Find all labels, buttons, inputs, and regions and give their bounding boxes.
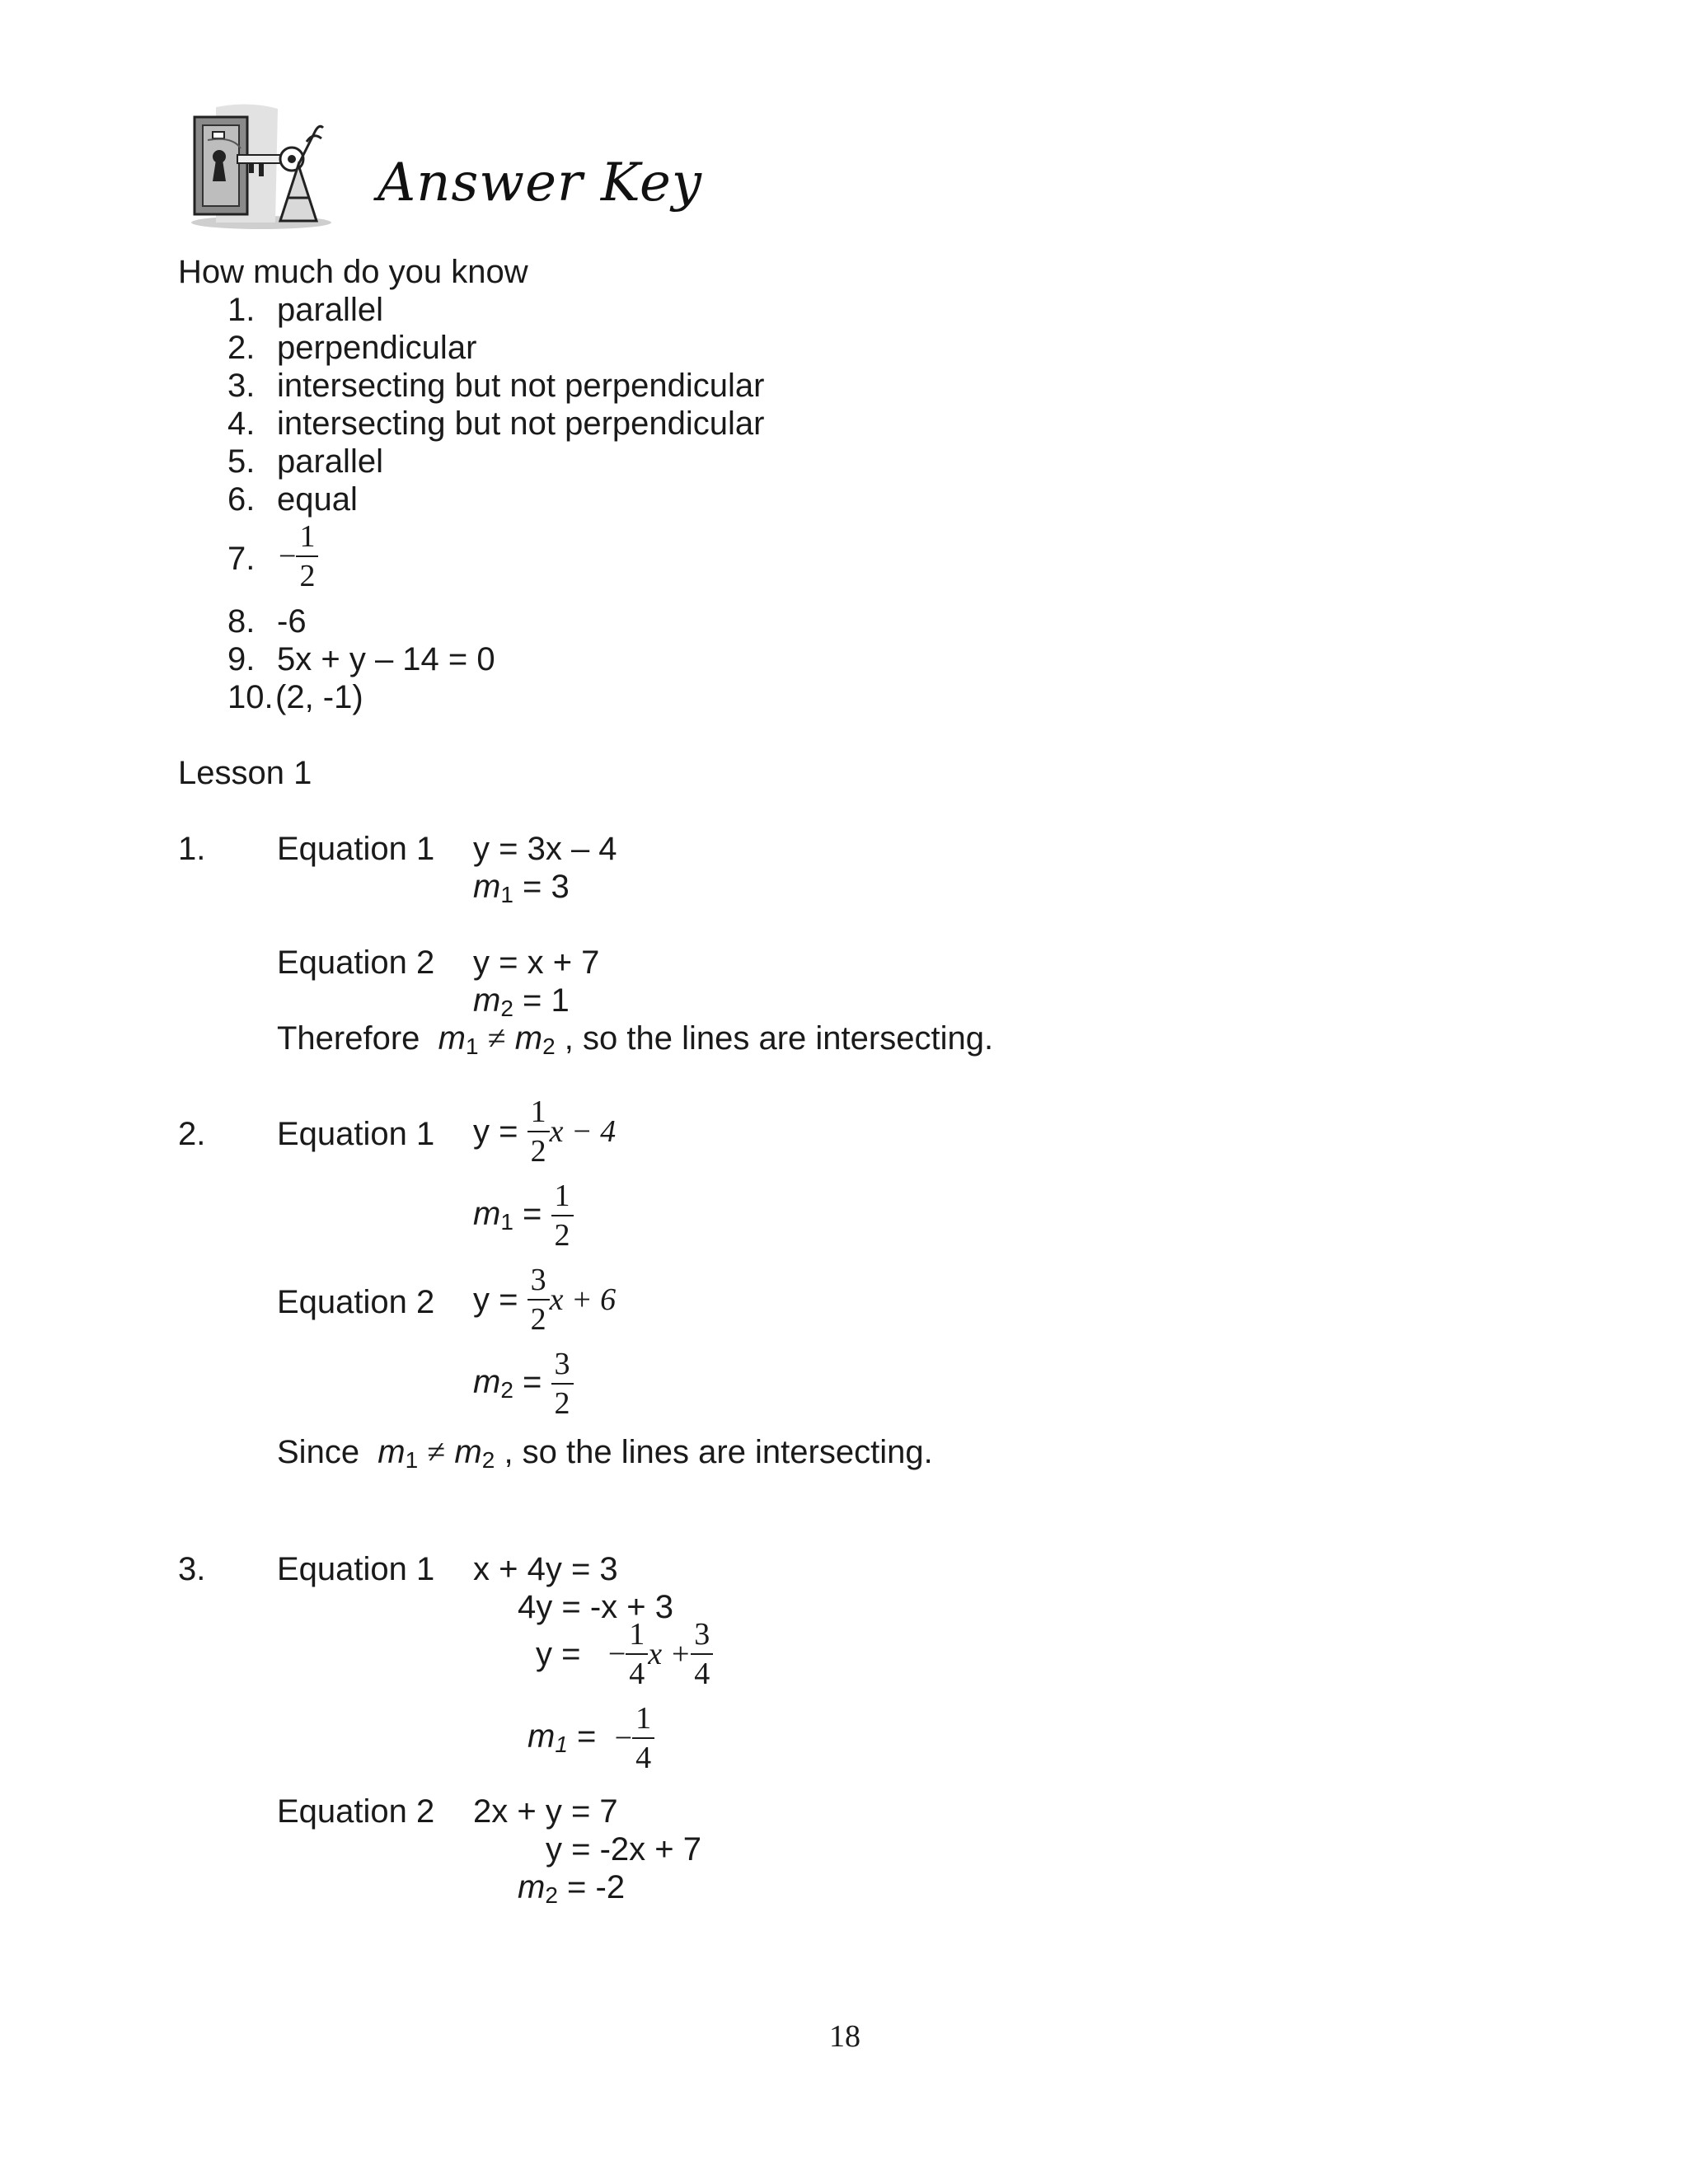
- list-item: [227, 542, 255, 575]
- item-number: 8.: [227, 603, 256, 640]
- key-door-clipart: [183, 99, 335, 231]
- slope-m1: $m_1$ = $\frac{1}{2}$: [473, 1180, 574, 1251]
- conclusion: Since $m_1 \ne m_2$ , so the lines are intersecting.: [277, 1433, 933, 1473]
- item-number: 9.: [227, 641, 256, 677]
- problem-number: 1.: [178, 831, 206, 867]
- equation-label: Equation 1: [277, 1551, 435, 1587]
- item-number: 6.: [227, 481, 256, 518]
- item-number: 4.: [227, 405, 256, 442]
- slope-m1: $m_1 = 3$: [473, 869, 570, 907]
- equation-step: y = − $\frac{1}{4}$ x + $\frac{3}{4}$: [536, 1619, 713, 1690]
- list-item: [227, 330, 477, 366]
- conclusion: Therefore $m_1 \ne m_2$ , so the lines are intersecting.: [277, 1019, 994, 1059]
- minus-sign: −: [279, 539, 297, 574]
- item-number: 5.: [227, 443, 256, 480]
- slope-m2: $m_2 = -2$: [518, 1869, 626, 1908]
- item-number: 3.: [227, 368, 256, 404]
- page-title: Answer Key: [377, 152, 702, 213]
- problem-number: 3.: [178, 1551, 206, 1587]
- list-item: [227, 641, 495, 677]
- item-text: parallel: [277, 443, 383, 480]
- equation-label: Equation 2: [277, 944, 435, 981]
- list-item: [227, 443, 383, 480]
- item-text: perpendicular: [277, 330, 477, 366]
- list-item: [227, 679, 363, 715]
- equation: 2x + y = 7: [473, 1793, 618, 1830]
- item-text: 5x + y – 14 = 0: [277, 641, 495, 677]
- item-number: 10.: [227, 679, 274, 715]
- equation-label: Equation 2: [277, 1793, 435, 1830]
- item-text: (2, -1): [275, 679, 363, 715]
- page-number: 18: [829, 2019, 860, 2054]
- equation-label: Equation 1: [277, 831, 435, 867]
- item-text: equal: [277, 481, 358, 518]
- equation-label: Equation 1: [277, 1116, 435, 1152]
- problem-number: 2.: [178, 1116, 206, 1152]
- equation-step: y = -2x + 7: [546, 1831, 701, 1868]
- equation: y = 3x – 4: [473, 831, 617, 867]
- list-item: [227, 292, 383, 328]
- equation: y = x + 7: [473, 944, 600, 981]
- item-text: -6: [277, 603, 307, 640]
- list-item: [227, 368, 765, 404]
- section-heading: How much do you know: [178, 254, 528, 290]
- equation-step: 4y = -x + 3: [518, 1589, 673, 1625]
- item-text: intersecting but not perpendicular: [277, 368, 765, 404]
- fraction: $\frac{1}{2}$: [296, 521, 318, 592]
- fraction-answer: [279, 521, 318, 592]
- slope-m1: $m_1$ = − $\frac{1}{4}$: [528, 1703, 654, 1774]
- slope-m2: $m_2$ = $\frac{3}{2}$: [473, 1348, 574, 1419]
- lesson-heading: Lesson 1: [178, 755, 312, 791]
- list-item: [227, 481, 358, 518]
- list-item: [227, 405, 765, 442]
- equation: x + 4y = 3: [473, 1551, 618, 1587]
- equation-label: Equation 2: [277, 1284, 435, 1320]
- item-number: 2.: [227, 330, 256, 366]
- item-number: 7.: [227, 541, 256, 577]
- equation: y = $\frac{1}{2}$ x − 4: [473, 1094, 617, 1169]
- item-text: intersecting but not perpendicular: [277, 405, 765, 442]
- slope-m2: $m_2 = 1$: [473, 982, 570, 1021]
- item-number: 1.: [227, 292, 256, 328]
- equation: y = $\frac{3}{2}$ x + 6: [473, 1263, 617, 1337]
- item-text: parallel: [277, 292, 383, 328]
- list-item: [227, 603, 307, 640]
